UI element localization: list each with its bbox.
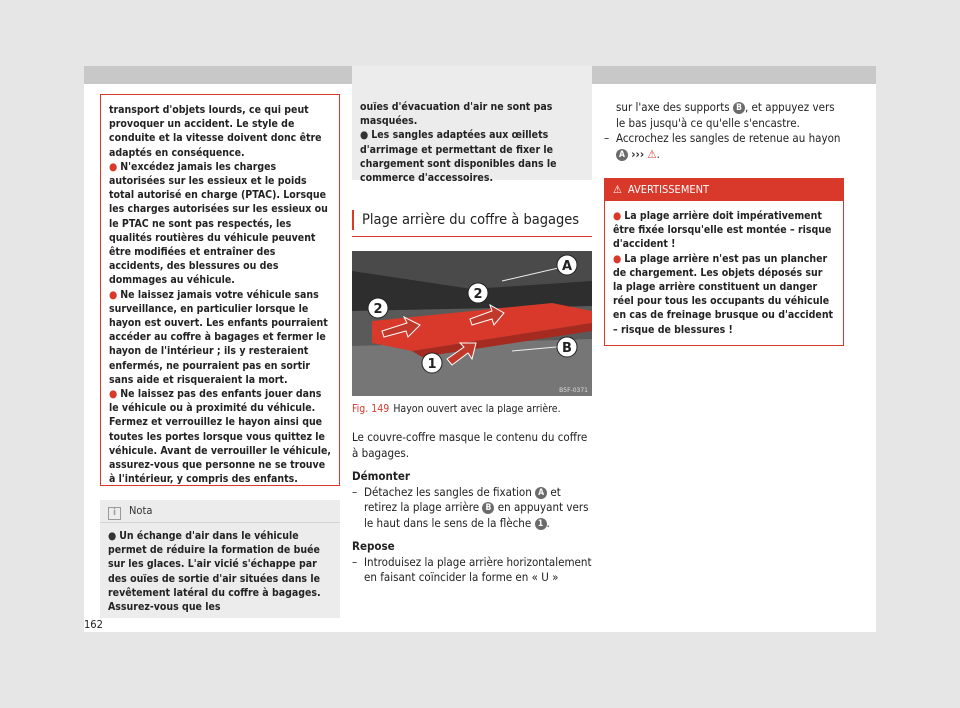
step-text: et retirez la plage arrière — [364, 484, 561, 514]
refit-continued — [604, 100, 844, 131]
step-text: sur l'axe des supports — [616, 100, 730, 114]
bullet-icon: ● — [360, 129, 369, 142]
marker-A: A — [616, 149, 628, 161]
note-box — [100, 500, 340, 618]
warning-body — [605, 201, 843, 345]
warning-box — [604, 178, 844, 346]
step-dismount — [352, 485, 592, 532]
section — [352, 210, 592, 237]
step-text: , et appuyez vers le bas jusqu'à ce qu'elle s'encastre. — [616, 100, 835, 130]
trunk-illustration — [352, 251, 592, 396]
manual-page — [84, 66, 876, 632]
note-box-continued — [352, 66, 592, 185]
warning-bullet — [109, 288, 331, 387]
warning-bullet-text: Ne laissez jamais votre véhicule sans surveillance, en particulier lorsque le hayon est ouvert. Les enfants pourraient accéder au coffre à bagages et fermer le hayon de l'intérieur ; ils y resteraient enfermés, ne pourraient pas en sortir sans aide et risqueraient la mort. — [109, 288, 328, 386]
warning-bullet — [613, 209, 835, 252]
figure-label-1: 1 — [427, 357, 437, 372]
figure-code: B5F-0371 — [559, 387, 588, 394]
warning-bullet-text: La plage arrière doit impérativement être fixée lorsqu'elle est montée – risque d'accident ! — [613, 210, 832, 251]
marker-A: A — [535, 487, 547, 499]
step-text: Accrochez les sangles de retenue au hayon — [616, 131, 841, 145]
warning-title: AVERTISSEMENT — [627, 183, 710, 196]
note-cont-text: ouïes d'évacuation d'air ne sont pas masquées. — [360, 101, 553, 128]
column-3 — [604, 94, 844, 346]
section-title: Plage arrière du coffre à bagages — [352, 210, 592, 230]
marker-B: B — [733, 102, 745, 114]
step-text: en appuyant vers le haut dans le sens de la flèche — [364, 500, 589, 530]
figure-caption — [352, 402, 592, 416]
column-1 — [100, 94, 340, 618]
intro-paragraph: Le couvre-coffre masque le contenu du coffre à bagages. — [352, 430, 588, 460]
note-bullet-text: Les sangles adaptées aux œillets d'arrimage et permettant de fixer le chargement sont disponibles dans le commerce d'accessoires. — [360, 129, 557, 185]
warning-bullet-text: Ne laissez pas des enfants jouer dans le véhicule ou à proximité du véhicule. Fermez et verrouillez le hayon ainsi que toutes les portes lorsque vous quittez le véhicule. Avant de verrouiller le véhicule, assurez-vous que personne ne se trouve à l'intérieur, y compris des enfants. — [109, 388, 332, 486]
marker-1: 1 — [535, 518, 547, 530]
warning-bullet-text: N'excédez jamais les charges autorisées sur les essieux et le poids total autorisé en charge (PTAC). Lorsque les charges autorisées sur les essieux ou le PTAC ne sont pas respectés, les qualités routières du véhicule peuvent être modifiées et entraîner des accidents, des blessures ou des dommages au véhicule. — [109, 160, 328, 287]
note-body — [100, 523, 340, 622]
page-number: 162 — [84, 618, 103, 631]
chevrons-icon[interactable]: ››› — [631, 146, 645, 161]
warning-bullet — [109, 160, 331, 288]
note-bullet — [360, 128, 584, 185]
column-2 — [352, 94, 592, 586]
figure-label-2a: 2 — [373, 302, 383, 317]
punctuation: . — [546, 515, 550, 530]
body-text — [352, 430, 592, 586]
bullet-icon: ● — [613, 210, 622, 222]
bullet-icon: ● — [108, 530, 117, 542]
section-rule — [352, 236, 592, 237]
bullet-icon: ● — [109, 160, 118, 173]
step-refit: – Introduisez la plage arrière horizontalement en faisant coïncider la forme en « U » — [352, 555, 592, 586]
warning-box-continued — [100, 94, 340, 486]
warning-bullet — [109, 387, 331, 486]
figure-label-A: A — [561, 259, 573, 274]
note-title: Nota — [129, 504, 153, 517]
warning-bullet — [613, 252, 835, 337]
figure-caption-text: Hayon ouvert avec la plage arrière. — [393, 403, 561, 415]
marker-B: B — [482, 502, 494, 514]
warning-triangle-icon: ⚠ — [613, 183, 622, 196]
info-icon: i — [108, 507, 121, 520]
figure-number: Fig. 149 — [352, 403, 390, 415]
warning-text: transport d'objets lourds, ce qui peut provoquer un accident. Le style de conduite et la vitesse doivent donc être adaptés en conséquence. — [109, 104, 322, 159]
subheading-refit: Repose — [352, 539, 395, 553]
subheading-dismount: Démonter — [352, 469, 410, 483]
step-text: Détachez les sangles de fixation — [364, 484, 532, 499]
figure-label-2b: 2 — [473, 287, 483, 302]
note-header — [100, 500, 340, 523]
figure-trunk-shelf — [352, 251, 592, 396]
punctuation: . — [656, 146, 660, 161]
warning-bullet-text: La plage arrière n'est pas un plancher de chargement. Les objets déposés sur la plage arrière constituent un danger réel pour tous les occupants du véhicule en cas de freinage brusque ou d'accident – risque de blessures ! — [613, 252, 834, 336]
bullet-icon: ● — [109, 388, 118, 401]
warning-link-icon[interactable]: ⚠ — [647, 146, 657, 161]
body-text — [604, 100, 844, 162]
step-hook — [604, 131, 844, 162]
warning-header — [605, 179, 843, 201]
note-text: Un échange d'air dans le véhicule permet de réduire la formation de buée sur les glaces. L'air vicié s'échappe par des ouïes de sortie d'air situées dans le revêtement latéral du coffre à bagages. Assurez-vous que les — [108, 530, 321, 614]
figure-label-B: B — [562, 341, 572, 356]
bullet-icon: ● — [613, 252, 622, 265]
bullet-icon: ● — [109, 288, 118, 301]
